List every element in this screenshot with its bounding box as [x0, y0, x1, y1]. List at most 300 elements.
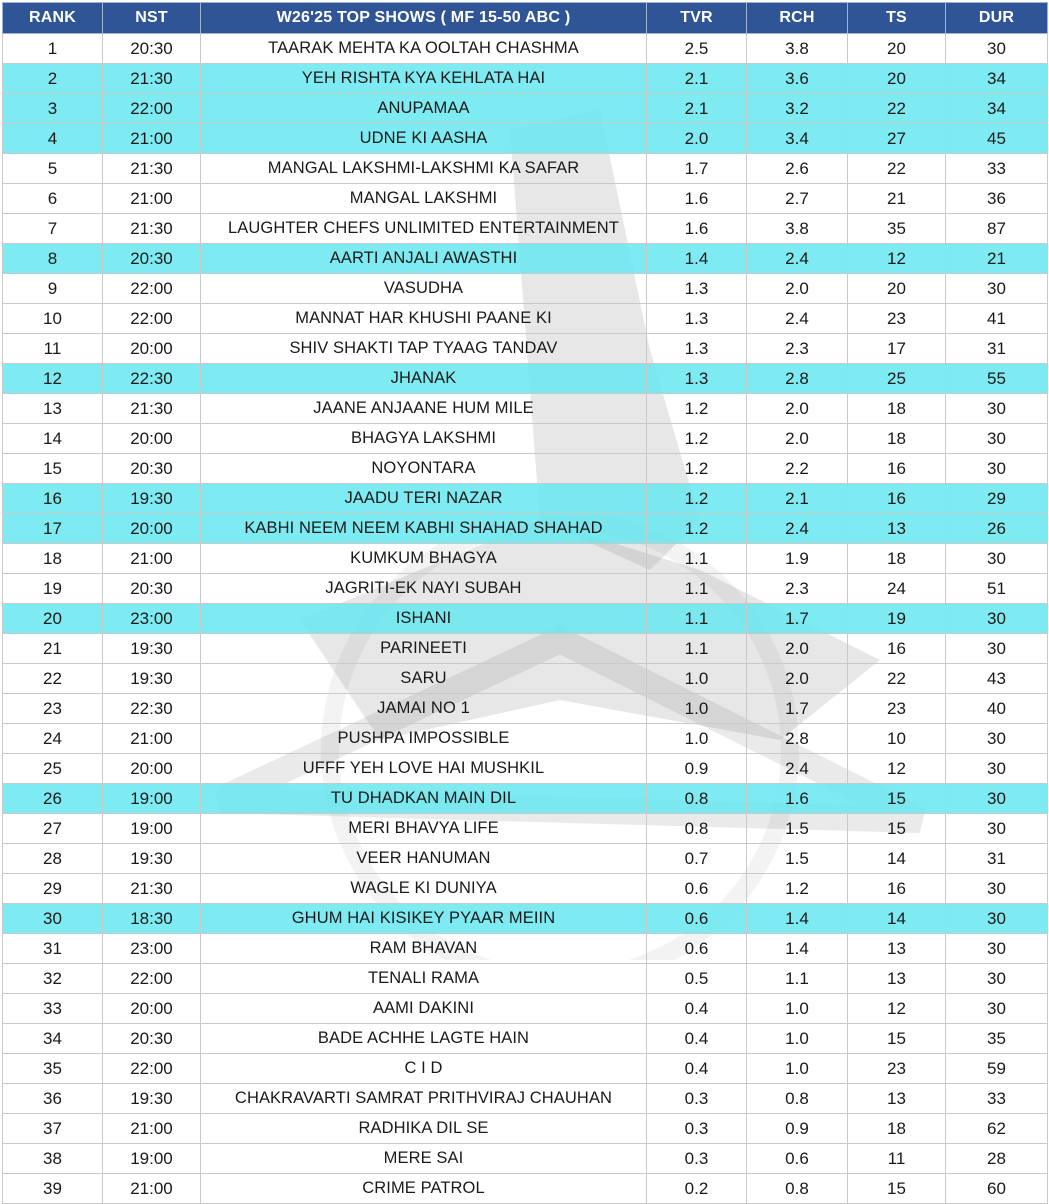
- nst-cell: 20:00: [103, 334, 201, 364]
- rank-cell: 15: [3, 454, 103, 484]
- col-header-rank: RANK: [3, 3, 103, 34]
- table-row: [3, 1084, 1048, 1114]
- table-row: [3, 394, 1048, 424]
- show-name-cell: BHAGYA LAKSHMI: [201, 424, 647, 454]
- dur-cell: 34: [946, 94, 1048, 124]
- table-row: [3, 874, 1048, 904]
- show-name-cell: VEER HANUMAN: [201, 844, 647, 874]
- rank-cell: 10: [3, 304, 103, 334]
- table-row: [3, 994, 1048, 1024]
- nst-cell: 23:00: [103, 604, 201, 634]
- show-name-cell: RAM BHAVAN: [201, 934, 647, 964]
- tvr-cell: 0.3: [647, 1084, 747, 1114]
- nst-cell: 20:00: [103, 424, 201, 454]
- tvr-cell: 1.1: [647, 604, 747, 634]
- ts-cell: 27: [848, 124, 946, 154]
- dur-cell: 30: [946, 424, 1048, 454]
- rank-cell: 24: [3, 724, 103, 754]
- rch-cell: 2.3: [747, 574, 848, 604]
- ts-cell: 24: [848, 574, 946, 604]
- rank-cell: 3: [3, 94, 103, 124]
- dur-cell: 21: [946, 244, 1048, 274]
- ts-cell: 23: [848, 304, 946, 334]
- rch-cell: 3.8: [747, 214, 848, 244]
- table-row: [3, 904, 1048, 934]
- tvr-cell: 1.3: [647, 364, 747, 394]
- show-name-cell: CRIME PATROL: [201, 1174, 647, 1204]
- ts-cell: 18: [848, 544, 946, 574]
- table-row: [3, 604, 1048, 634]
- tvr-cell: 1.0: [647, 694, 747, 724]
- show-name-cell: MANNAT HAR KHUSHI PAANE KI: [201, 304, 647, 334]
- rank-cell: 27: [3, 814, 103, 844]
- rch-cell: 1.7: [747, 694, 848, 724]
- show-name-cell: JAGRITI-EK NAYI SUBAH: [201, 574, 647, 604]
- nst-cell: 19:30: [103, 664, 201, 694]
- tvr-cell: 0.6: [647, 904, 747, 934]
- dur-cell: 55: [946, 364, 1048, 394]
- rank-cell: 30: [3, 904, 103, 934]
- rank-cell: 6: [3, 184, 103, 214]
- rank-cell: 1: [3, 34, 103, 64]
- rank-cell: 34: [3, 1024, 103, 1054]
- nst-cell: 19:30: [103, 484, 201, 514]
- nst-cell: 19:30: [103, 844, 201, 874]
- nst-cell: 22:00: [103, 274, 201, 304]
- ts-cell: 20: [848, 34, 946, 64]
- col-header-dur: DUR: [946, 3, 1048, 34]
- table-row: [3, 334, 1048, 364]
- table-row: [3, 1054, 1048, 1084]
- dur-cell: 30: [946, 904, 1048, 934]
- rank-cell: 9: [3, 274, 103, 304]
- show-name-cell: RADHIKA DIL SE: [201, 1114, 647, 1144]
- table-row: [3, 514, 1048, 544]
- tvr-cell: 1.4: [647, 244, 747, 274]
- rch-cell: 2.3: [747, 334, 848, 364]
- table-row: [3, 484, 1048, 514]
- rch-cell: 1.1: [747, 964, 848, 994]
- dur-cell: 30: [946, 964, 1048, 994]
- dur-cell: 31: [946, 334, 1048, 364]
- show-name-cell: CHAKRAVARTI SAMRAT PRITHVIRAJ CHAUHAN: [201, 1084, 647, 1114]
- table-row: [3, 784, 1048, 814]
- tvr-cell: 2.0: [647, 124, 747, 154]
- table-row: [3, 274, 1048, 304]
- ts-cell: 10: [848, 724, 946, 754]
- nst-cell: 20:30: [103, 574, 201, 604]
- table-row: [3, 844, 1048, 874]
- table-row: [3, 544, 1048, 574]
- rch-cell: 1.5: [747, 844, 848, 874]
- rch-cell: 2.4: [747, 514, 848, 544]
- rch-cell: 2.1: [747, 484, 848, 514]
- tvr-cell: 0.4: [647, 1054, 747, 1084]
- rch-cell: 2.0: [747, 394, 848, 424]
- dur-cell: 30: [946, 724, 1048, 754]
- tvr-cell: 0.6: [647, 874, 747, 904]
- table-row: [3, 754, 1048, 784]
- rank-cell: 14: [3, 424, 103, 454]
- col-header-show: W26'25 TOP SHOWS ( MF 15-50 ABC ): [201, 3, 647, 34]
- table-row: [3, 364, 1048, 394]
- ts-cell: 21: [848, 184, 946, 214]
- table-row: [3, 964, 1048, 994]
- show-name-cell: AAMI DAKINI: [201, 994, 647, 1024]
- rch-cell: 2.8: [747, 364, 848, 394]
- tvr-cell: 1.2: [647, 484, 747, 514]
- tvr-cell: 1.1: [647, 544, 747, 574]
- dur-cell: 30: [946, 634, 1048, 664]
- tvr-cell: 0.5: [647, 964, 747, 994]
- rch-cell: 2.0: [747, 634, 848, 664]
- nst-cell: 19:30: [103, 1084, 201, 1114]
- table-row: [3, 154, 1048, 184]
- nst-cell: 22:00: [103, 964, 201, 994]
- table-row: [3, 244, 1048, 274]
- ts-cell: 20: [848, 274, 946, 304]
- nst-cell: 21:30: [103, 154, 201, 184]
- nst-cell: 22:30: [103, 364, 201, 394]
- dur-cell: 30: [946, 814, 1048, 844]
- ts-cell: 13: [848, 1084, 946, 1114]
- ts-cell: 15: [848, 1174, 946, 1204]
- rank-cell: 28: [3, 844, 103, 874]
- show-name-cell: TU DHADKAN MAIN DIL: [201, 784, 647, 814]
- rch-cell: 1.4: [747, 904, 848, 934]
- table-row: [3, 814, 1048, 844]
- dur-cell: 30: [946, 784, 1048, 814]
- ts-cell: 15: [848, 784, 946, 814]
- rch-cell: 3.6: [747, 64, 848, 94]
- rank-cell: 13: [3, 394, 103, 424]
- nst-cell: 21:00: [103, 184, 201, 214]
- show-name-cell: MERE SAI: [201, 1144, 647, 1174]
- ts-cell: 15: [848, 1024, 946, 1054]
- ts-cell: 18: [848, 424, 946, 454]
- ts-cell: 17: [848, 334, 946, 364]
- rank-cell: 7: [3, 214, 103, 244]
- rank-cell: 32: [3, 964, 103, 994]
- table-row: [3, 574, 1048, 604]
- rch-cell: 2.8: [747, 724, 848, 754]
- rank-cell: 38: [3, 1144, 103, 1174]
- table-row: [3, 724, 1048, 754]
- ts-cell: 18: [848, 1114, 946, 1144]
- table-row: [3, 634, 1048, 664]
- table-row: [3, 1144, 1048, 1174]
- rank-cell: 5: [3, 154, 103, 184]
- dur-cell: 36: [946, 184, 1048, 214]
- table-row: [3, 124, 1048, 154]
- ts-cell: 14: [848, 904, 946, 934]
- nst-cell: 19:00: [103, 1144, 201, 1174]
- show-name-cell: TENALI RAMA: [201, 964, 647, 994]
- tvr-cell: 1.2: [647, 424, 747, 454]
- tvr-cell: 1.3: [647, 274, 747, 304]
- dur-cell: 87: [946, 214, 1048, 244]
- ts-cell: 22: [848, 94, 946, 124]
- table-row: [3, 1114, 1048, 1144]
- show-name-cell: YEH RISHTA KYA KEHLATA HAI: [201, 64, 647, 94]
- show-name-cell: MANGAL LAKSHMI: [201, 184, 647, 214]
- show-name-cell: KABHI NEEM NEEM KABHI SHAHAD SHAHAD: [201, 514, 647, 544]
- tvr-cell: 0.4: [647, 1024, 747, 1054]
- rch-cell: 0.6: [747, 1144, 848, 1174]
- dur-cell: 60: [946, 1174, 1048, 1204]
- dur-cell: 30: [946, 454, 1048, 484]
- table-row: [3, 934, 1048, 964]
- rank-cell: 16: [3, 484, 103, 514]
- nst-cell: 22:00: [103, 304, 201, 334]
- rch-cell: 2.4: [747, 244, 848, 274]
- ts-cell: 16: [848, 874, 946, 904]
- tvr-cell: 1.6: [647, 214, 747, 244]
- dur-cell: 34: [946, 64, 1048, 94]
- rch-cell: 2.2: [747, 454, 848, 484]
- table-row: [3, 64, 1048, 94]
- table-row: [3, 94, 1048, 124]
- dur-cell: 30: [946, 934, 1048, 964]
- dur-cell: 31: [946, 844, 1048, 874]
- dur-cell: 30: [946, 994, 1048, 1024]
- nst-cell: 21:30: [103, 64, 201, 94]
- show-name-cell: KUMKUM BHAGYA: [201, 544, 647, 574]
- nst-cell: 22:30: [103, 694, 201, 724]
- dur-cell: 59: [946, 1054, 1048, 1084]
- nst-cell: 21:30: [103, 394, 201, 424]
- rank-cell: 21: [3, 634, 103, 664]
- rank-cell: 31: [3, 934, 103, 964]
- rch-cell: 2.0: [747, 424, 848, 454]
- tvr-cell: 1.6: [647, 184, 747, 214]
- ts-cell: 18: [848, 394, 946, 424]
- ts-cell: 11: [848, 1144, 946, 1174]
- show-name-cell: JAMAI NO 1: [201, 694, 647, 724]
- nst-cell: 19:00: [103, 814, 201, 844]
- ts-cell: 16: [848, 454, 946, 484]
- nst-cell: 19:30: [103, 634, 201, 664]
- tvr-cell: 0.3: [647, 1114, 747, 1144]
- rank-cell: 8: [3, 244, 103, 274]
- rank-cell: 12: [3, 364, 103, 394]
- show-name-cell: VASUDHA: [201, 274, 647, 304]
- show-name-cell: BADE ACHHE LAGTE HAIN: [201, 1024, 647, 1054]
- rch-cell: 1.6: [747, 784, 848, 814]
- rch-cell: 3.8: [747, 34, 848, 64]
- show-name-cell: SHIV SHAKTI TAP TYAAG TANDAV: [201, 334, 647, 364]
- ts-cell: 23: [848, 694, 946, 724]
- tvr-cell: 1.2: [647, 514, 747, 544]
- nst-cell: 20:30: [103, 34, 201, 64]
- tvr-cell: 0.6: [647, 934, 747, 964]
- ts-cell: 13: [848, 964, 946, 994]
- dur-cell: 30: [946, 544, 1048, 574]
- rank-cell: 26: [3, 784, 103, 814]
- dur-cell: 62: [946, 1114, 1048, 1144]
- show-name-cell: AARTI ANJALI AWASTHI: [201, 244, 647, 274]
- table-row: [3, 424, 1048, 454]
- nst-cell: 22:00: [103, 94, 201, 124]
- nst-cell: 19:00: [103, 784, 201, 814]
- ts-cell: 20: [848, 64, 946, 94]
- nst-cell: 21:00: [103, 1114, 201, 1144]
- dur-cell: 30: [946, 754, 1048, 784]
- nst-cell: 21:00: [103, 124, 201, 154]
- show-name-cell: MANGAL LAKSHMI-LAKSHMI KA SAFAR: [201, 154, 647, 184]
- rch-cell: 1.0: [747, 1054, 848, 1084]
- dur-cell: 33: [946, 154, 1048, 184]
- show-name-cell: LAUGHTER CHEFS UNLIMITED ENTERTAINMENT: [201, 214, 647, 244]
- dur-cell: 30: [946, 34, 1048, 64]
- rank-cell: 33: [3, 994, 103, 1024]
- table-row: [3, 304, 1048, 334]
- rank-cell: 25: [3, 754, 103, 784]
- tvr-cell: 0.3: [647, 1144, 747, 1174]
- nst-cell: 20:00: [103, 754, 201, 784]
- nst-cell: 21:30: [103, 874, 201, 904]
- table-row: [3, 1174, 1048, 1204]
- rch-cell: 1.5: [747, 814, 848, 844]
- dur-cell: 30: [946, 604, 1048, 634]
- tvr-cell: 1.3: [647, 304, 747, 334]
- rank-cell: 20: [3, 604, 103, 634]
- show-name-cell: C I D: [201, 1054, 647, 1084]
- rch-cell: 1.9: [747, 544, 848, 574]
- dur-cell: 40: [946, 694, 1048, 724]
- show-name-cell: PUSHPA IMPOSSIBLE: [201, 724, 647, 754]
- rank-cell: 39: [3, 1174, 103, 1204]
- ts-cell: 14: [848, 844, 946, 874]
- table-row: [3, 1024, 1048, 1054]
- rch-cell: 1.7: [747, 604, 848, 634]
- col-header-ts: TS: [848, 3, 946, 34]
- tvr-cell: 0.7: [647, 844, 747, 874]
- rch-cell: 2.0: [747, 664, 848, 694]
- show-name-cell: WAGLE KI DUNIYA: [201, 874, 647, 904]
- ts-cell: 22: [848, 664, 946, 694]
- rank-cell: 22: [3, 664, 103, 694]
- nst-cell: 21:00: [103, 544, 201, 574]
- rank-cell: 4: [3, 124, 103, 154]
- rch-cell: 1.0: [747, 1024, 848, 1054]
- rch-cell: 2.4: [747, 304, 848, 334]
- tvr-cell: 0.8: [647, 784, 747, 814]
- tvr-cell: 1.0: [647, 664, 747, 694]
- rch-cell: 3.2: [747, 94, 848, 124]
- show-name-cell: UDNE KI AASHA: [201, 124, 647, 154]
- dur-cell: 30: [946, 274, 1048, 304]
- rank-cell: 11: [3, 334, 103, 364]
- nst-cell: 20:00: [103, 514, 201, 544]
- ts-cell: 12: [848, 244, 946, 274]
- nst-cell: 18:30: [103, 904, 201, 934]
- show-name-cell: JAADU TERI NAZAR: [201, 484, 647, 514]
- show-name-cell: ISHANI: [201, 604, 647, 634]
- rank-cell: 23: [3, 694, 103, 724]
- rch-cell: 0.9: [747, 1114, 848, 1144]
- show-name-cell: PARINEETI: [201, 634, 647, 664]
- nst-cell: 20:30: [103, 454, 201, 484]
- table-row: [3, 184, 1048, 214]
- show-name-cell: NOYONTARA: [201, 454, 647, 484]
- table-body: [3, 34, 1048, 1204]
- show-name-cell: TAARAK MEHTA KA OOLTAH CHASHMA: [201, 34, 647, 64]
- rank-cell: 29: [3, 874, 103, 904]
- rch-cell: 1.0: [747, 994, 848, 1024]
- nst-cell: 21:00: [103, 724, 201, 754]
- tvr-cell: 1.3: [647, 334, 747, 364]
- tvr-cell: 1.1: [647, 634, 747, 664]
- rch-cell: 2.7: [747, 184, 848, 214]
- rank-cell: 17: [3, 514, 103, 544]
- nst-cell: 21:30: [103, 214, 201, 244]
- tvr-cell: 0.2: [647, 1174, 747, 1204]
- dur-cell: 45: [946, 124, 1048, 154]
- tvr-cell: 1.7: [647, 154, 747, 184]
- ts-cell: 22: [848, 154, 946, 184]
- ratings-table: [2, 2, 1048, 1204]
- rank-cell: 19: [3, 574, 103, 604]
- nst-cell: 20:00: [103, 994, 201, 1024]
- rch-cell: 1.2: [747, 874, 848, 904]
- nst-cell: 23:00: [103, 934, 201, 964]
- tvr-cell: 0.4: [647, 994, 747, 1024]
- col-header-nst: NST: [103, 3, 201, 34]
- rch-cell: 2.6: [747, 154, 848, 184]
- ts-cell: 19: [848, 604, 946, 634]
- tvr-cell: 0.8: [647, 814, 747, 844]
- dur-cell: 35: [946, 1024, 1048, 1054]
- nst-cell: 20:30: [103, 244, 201, 274]
- rch-cell: 0.8: [747, 1084, 848, 1114]
- tvr-cell: 1.1: [647, 574, 747, 604]
- ts-cell: 16: [848, 484, 946, 514]
- rank-cell: 36: [3, 1084, 103, 1114]
- dur-cell: 28: [946, 1144, 1048, 1174]
- dur-cell: 33: [946, 1084, 1048, 1114]
- show-name-cell: SARU: [201, 664, 647, 694]
- ts-cell: 16: [848, 634, 946, 664]
- ts-cell: 12: [848, 994, 946, 1024]
- table-row: [3, 664, 1048, 694]
- ts-cell: 13: [848, 934, 946, 964]
- ts-cell: 13: [848, 514, 946, 544]
- dur-cell: 26: [946, 514, 1048, 544]
- nst-cell: 20:30: [103, 1024, 201, 1054]
- rch-cell: 0.8: [747, 1174, 848, 1204]
- table-row: [3, 214, 1048, 244]
- rank-cell: 18: [3, 544, 103, 574]
- dur-cell: 43: [946, 664, 1048, 694]
- nst-cell: 21:00: [103, 1174, 201, 1204]
- rank-cell: 35: [3, 1054, 103, 1084]
- table-row: [3, 454, 1048, 484]
- ts-cell: 23: [848, 1054, 946, 1084]
- dur-cell: 30: [946, 394, 1048, 424]
- col-header-rch: RCH: [747, 3, 848, 34]
- show-name-cell: GHUM HAI KISIKEY PYAAR MEIIN: [201, 904, 647, 934]
- show-name-cell: JAANE ANJAANE HUM MILE: [201, 394, 647, 424]
- tvr-cell: 1.2: [647, 454, 747, 484]
- tvr-cell: 2.1: [647, 64, 747, 94]
- ts-cell: 35: [848, 214, 946, 244]
- rch-cell: 2.4: [747, 754, 848, 784]
- table-row: [3, 34, 1048, 64]
- rch-cell: 1.4: [747, 934, 848, 964]
- ts-cell: 25: [848, 364, 946, 394]
- header-row: [3, 3, 1048, 34]
